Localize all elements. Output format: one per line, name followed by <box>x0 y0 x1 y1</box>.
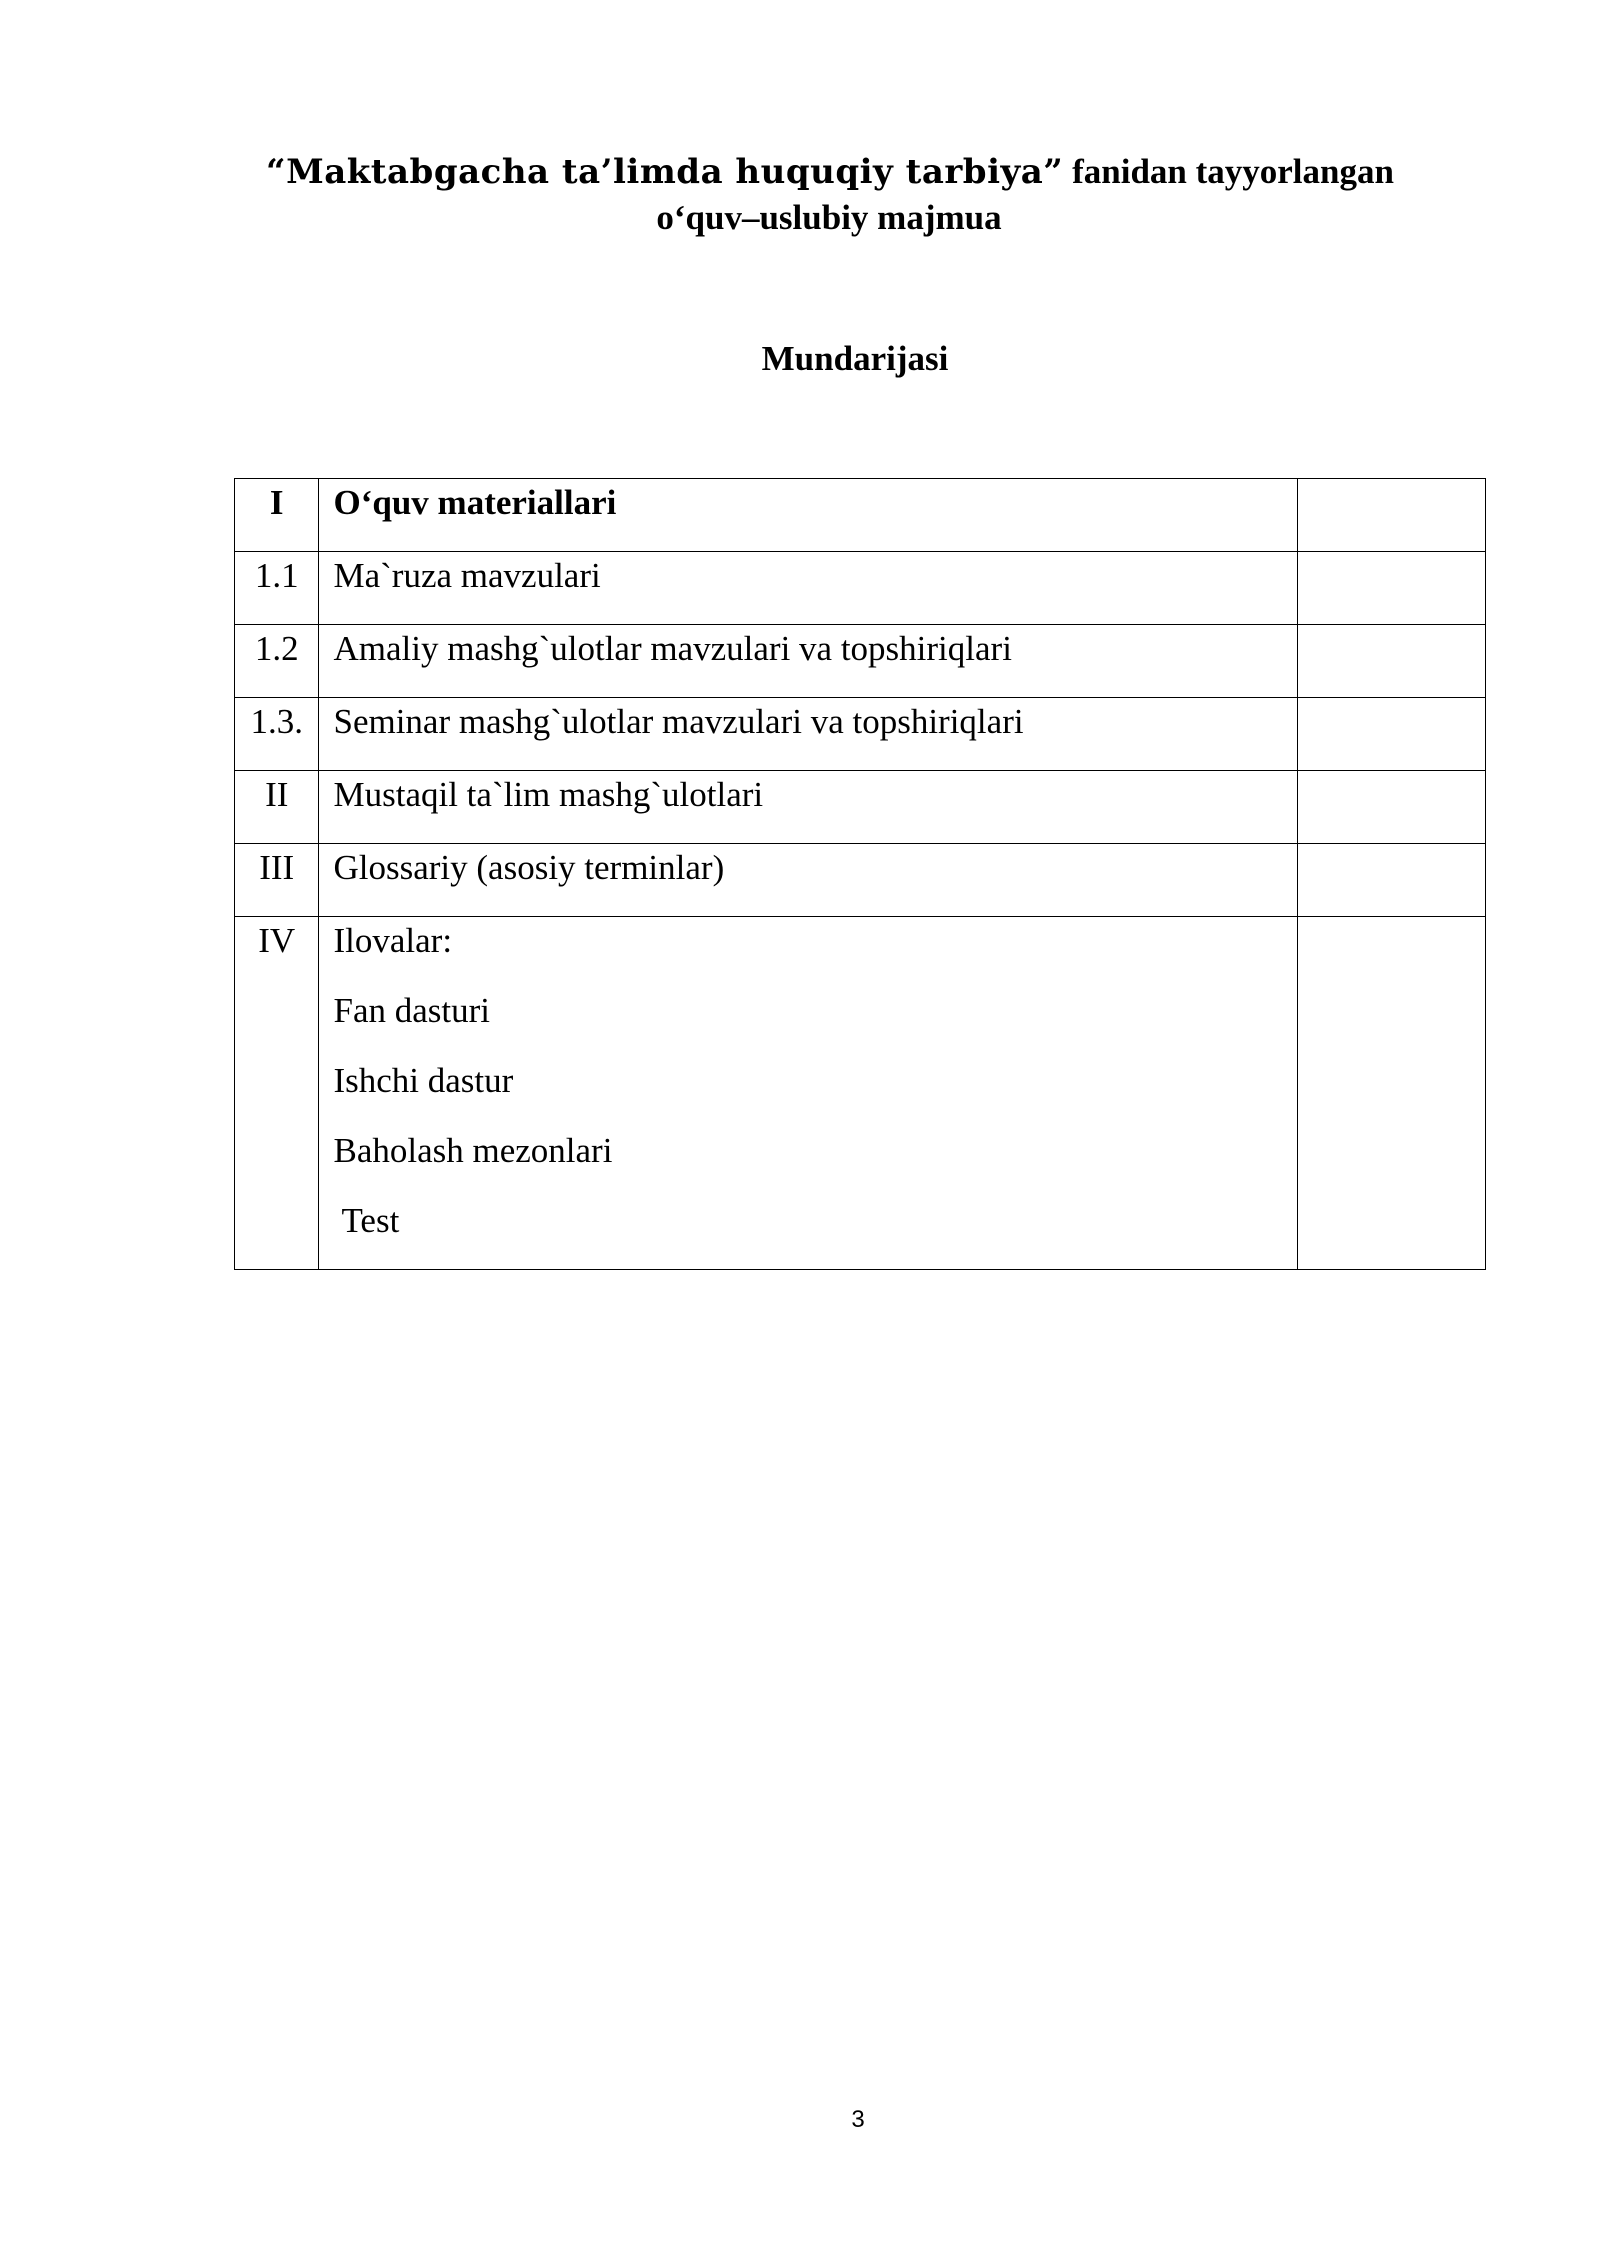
row-page <box>1298 625 1486 698</box>
row-page <box>1298 844 1486 917</box>
table-row <box>235 625 1486 698</box>
row-number: III <box>235 844 319 917</box>
row-title: Mustaqil ta`lim mashg`ulotlari <box>319 771 1298 844</box>
row-number: 1.2 <box>235 625 319 698</box>
table-row <box>235 844 1486 917</box>
row-page <box>1298 552 1486 625</box>
table-row <box>235 917 1486 1270</box>
row-title: Ma`ruza mavzulari <box>319 552 1298 625</box>
row-number: I <box>235 479 319 552</box>
row-page <box>1298 479 1486 552</box>
row-page <box>1298 771 1486 844</box>
row-number: IV <box>235 917 319 1270</box>
table-row <box>235 698 1486 771</box>
document-title <box>0 150 1600 195</box>
row-number: 1.1 <box>235 552 319 625</box>
row-number: II <box>235 771 319 844</box>
appendix-item: Test <box>341 1201 400 1240</box>
appendix-item: Baholash mezonlari <box>333 1131 613 1170</box>
row-title-group <box>319 917 1298 1270</box>
page-number: 3 <box>851 2106 865 2133</box>
row-title: Seminar mashg`ulotlar mavzulari va topshiriqlari <box>319 698 1298 771</box>
row-page <box>1298 917 1486 1270</box>
row-title: Glossariy (asosiy terminlar) <box>319 844 1298 917</box>
document-subtitle: o‘quv–uslubiy majmua <box>656 198 1002 237</box>
row-page <box>1298 698 1486 771</box>
contents-heading: Mundarijasi <box>761 339 949 378</box>
appendix-item: Fan dasturi <box>333 991 490 1030</box>
row-title: Ilovalar: <box>333 921 453 960</box>
row-number: 1.3. <box>235 698 319 771</box>
appendix-item: Ishchi dastur <box>333 1061 514 1100</box>
row-title: Amaliy mashg`ulotlar mavzulari va topshiriqlari <box>319 625 1298 698</box>
table-row <box>235 771 1486 844</box>
title-suffix: fanidan tayyorlangan <box>1063 152 1394 191</box>
contents-table <box>234 478 1486 1270</box>
row-title: O‘quv materiallari <box>319 479 1298 552</box>
table-row <box>235 479 1486 552</box>
course-name: “Maktabgacha ta’limda huquqiy tarbiya” <box>266 152 1064 192</box>
table-row <box>235 552 1486 625</box>
